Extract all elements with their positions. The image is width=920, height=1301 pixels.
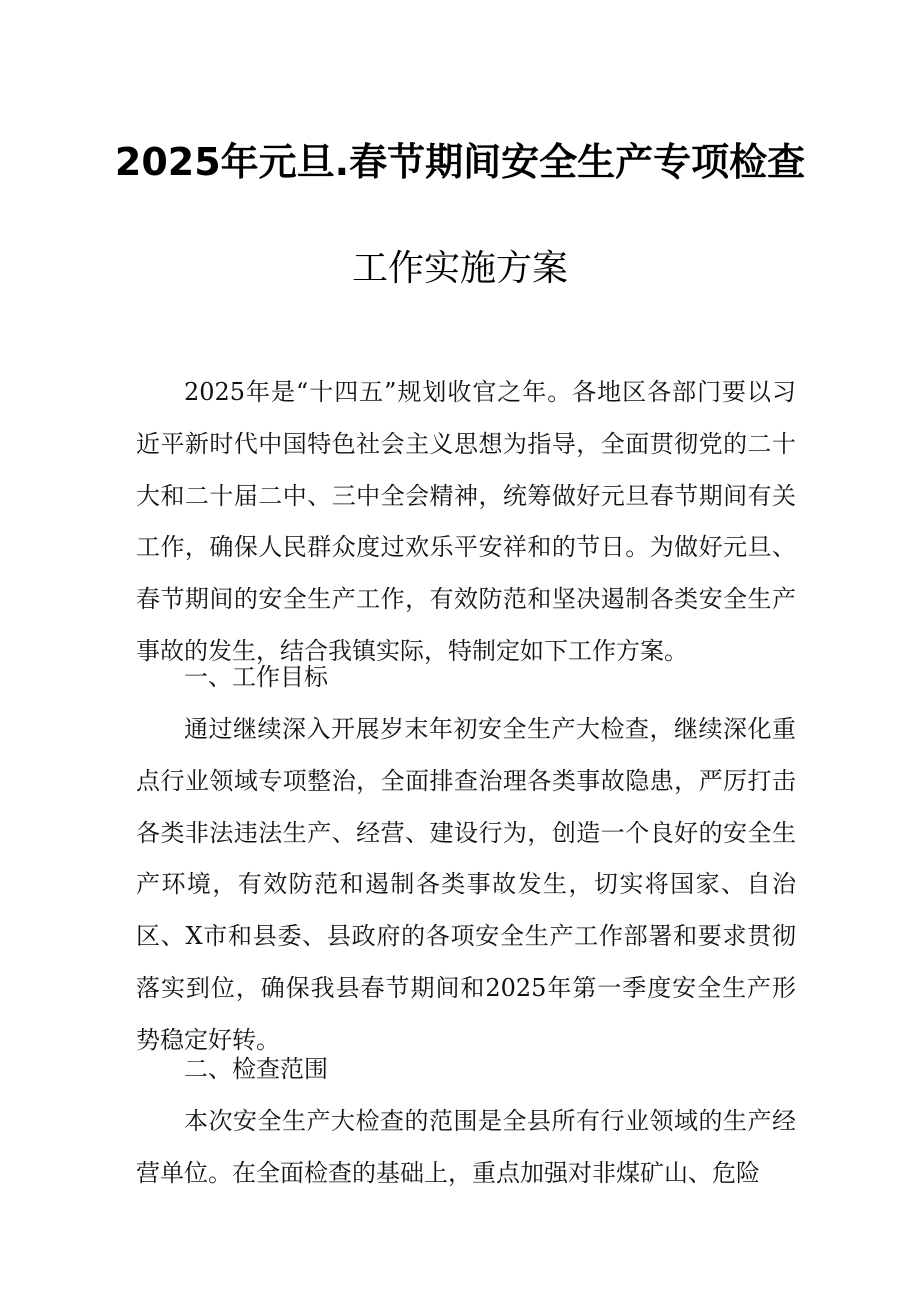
section-heading-work-goals: 一、工作目标 (184, 663, 328, 691)
intro-paragraph: 2025年是“十四五”规划收官之年。各地区各部门要以习近平新时代中国特色社会主义思想为指导，全面贯彻党的二十大和二十届二中、三中全会精神，统筹做好元旦春节期间有关工作，确保人民群众度过欢乐平安祥和的节日。为做好元旦、春节期间的安全生产工作，有效防范和坚决遏制各类安全生产事故的发生，结合我镇实际，特制定如下工作方案。 (136, 378, 796, 665)
document-title-line-2: 工作实施方案 (351, 248, 568, 289)
section-heading-inspection-scope: 二、检查范围 (184, 1055, 328, 1083)
document-title-line-1: 2025年元旦.春节期间安全生产专项检查 (114, 140, 806, 184)
inspection-scope-paragraph: 本次安全生产大检查的范围是全县所有行业领域的生产经营单位。在全面检查的基础上，重点加强对非煤矿山、危险 (136, 1107, 796, 1187)
work-goals-paragraph: 通过继续深入开展岁末年初安全生产大检查，继续深化重点行业领域专项整治，全面排查治理各类事故隐患，严厉打击各类非法违法生产、经营、建设行为，创造一个良好的安全生产环境，有效防范和遏制各类事故发生，切实将国家、自治区、X市和县委、县政府的各项安全生产工作部署和要求贯彻落实到位，确保我县春节期间和2025年第一季度安全生产形势稳定好转。 (136, 715, 796, 1054)
